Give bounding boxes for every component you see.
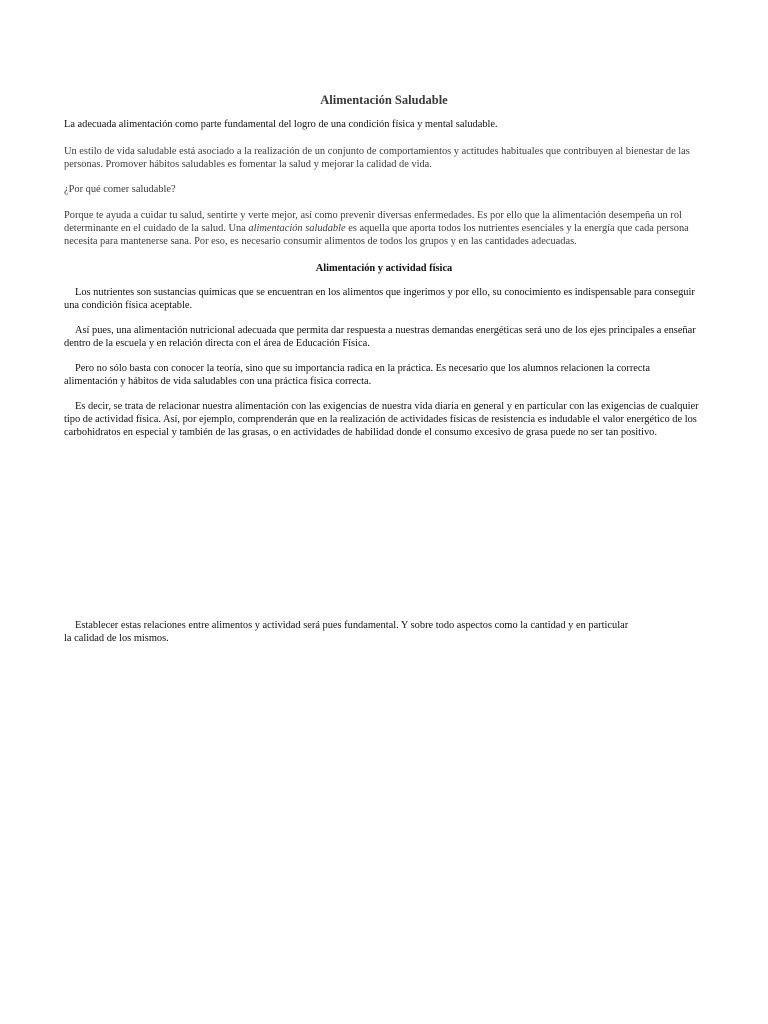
nutrients-paragraph: Los nutrientes son sustancias químicas que se encuentran en los alimentos que ingerimos y por ello, su conocimiento es indispensable para conseguir una condición física aceptable. (64, 287, 695, 311)
why-paragraph (64, 210, 704, 248)
why-paragraph-text-start: Porque te ayuda a cuidar tu salud, sentirte y verte mejor, así como prevenir diversas enfermedades. Es por ello que la alimentación desempeña un rol determinante en el cuidado de la salud. Una (64, 210, 682, 234)
question-heading: ¿Por qué comer saludable? (64, 184, 176, 195)
conclusion-line-2: la calidad de los mismos. (64, 632, 169, 644)
conclusion-paragraph (64, 620, 704, 646)
why-paragraph-emphasis: alimentación saludable (248, 222, 346, 234)
nutrition-education-paragraph: Así pues, una alimentación nutricional adecuada que permita dar respuesta a nuestras demandas energéticas será uno de los ejes principales a enseñar dentro de la escuela y en relación directa con el área de Educación Física. (64, 325, 696, 349)
conclusion-line-1: Establecer estas relaciones entre alimentos y actividad será pues fundamental. Y sobre todo aspectos como la cantidad y en particular (75, 620, 629, 631)
lifestyle-paragraph: Un estilo de vida saludable está asociado a la realización de un conjunto de comportamientos y actitudes habituales que contribuyen al bienestar de las personas. Promover hábitos saludables es fomentar la salud y mejorar la calidad de vida. (64, 146, 690, 170)
activity-demands-paragraph: Es decir, se trata de relacionar nuestra alimentación con las exigencias de nuestra vida diaria en general y en particular con las exigencias de cualquier tipo de actividad física. Así, por ejemplo, comprenderán que en la realización de actividades físicas de resistencia es indudable el valor energético de los carbohidratos en especial y también de las grasas, o en actividades de habilidad donde el consumo excesivo de grasa puede no ser tan positivo. (64, 401, 699, 438)
document-title: Alimentación Saludable (320, 93, 448, 107)
intro-paragraph: La adecuada alimentación como parte fundamental del logro de una condición física y mental saludable. (64, 119, 498, 130)
practice-paragraph: Pero no sólo basta con conocer la teoría, sino que su importancia radica en la práctica. Es necesario que los alumnos relacionen la correcta alimentación y hábitos de vida saludables con una práctica física correcta. (64, 363, 651, 387)
why-paragraph-text-end: es aquella que aporta todos los nutrientes esenciales y la energía que cada persona necesita para mantenerse sana. Por eso, es necesario consumir alimentos de todos los grupos y en las cantidades adecuadas. (64, 222, 689, 247)
section-subtitle: Alimentación y actividad física (315, 263, 453, 274)
